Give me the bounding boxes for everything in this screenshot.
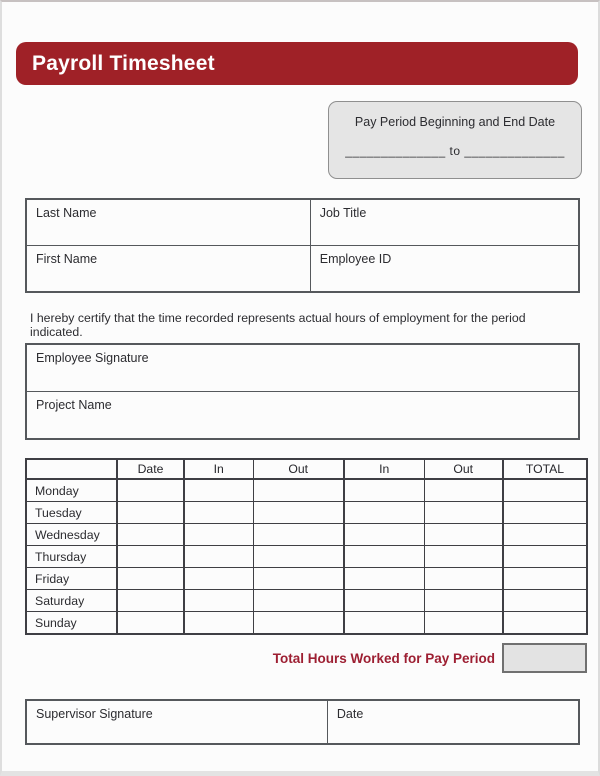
in-cell: [344, 546, 424, 568]
total-cell: [503, 479, 587, 502]
out-cell: [253, 546, 344, 568]
in-cell: [184, 502, 253, 524]
day-label: Monday: [26, 479, 117, 502]
in-cell: [344, 590, 424, 612]
in-cell: [344, 568, 424, 590]
total-cell: [503, 524, 587, 546]
in-cell: [184, 479, 253, 502]
date-cell: [117, 524, 184, 546]
out-cell: [424, 568, 503, 590]
first-name-field: First Name: [26, 246, 310, 293]
date-cell: [117, 546, 184, 568]
table-row-thursday: [26, 546, 587, 568]
job-title-field: Job Title: [310, 199, 579, 246]
out-cell: [424, 590, 503, 612]
document-title-bar: [16, 42, 578, 85]
day-label: Thursday: [26, 546, 117, 568]
total-hours-value-cell: [502, 643, 587, 673]
date-cell: [117, 568, 184, 590]
pay-period-box: [328, 101, 582, 179]
out-cell: [253, 590, 344, 612]
supervisor-signature-field: Supervisor Signature: [26, 700, 327, 744]
out-cell: [253, 524, 344, 546]
out-cell: [253, 612, 344, 635]
date-field: Date: [327, 700, 579, 744]
out2-column-header: Out: [424, 459, 503, 479]
table-row: [26, 700, 579, 744]
in-cell: [184, 612, 253, 635]
table-row-saturday: [26, 590, 587, 612]
out-cell: [253, 568, 344, 590]
day-label: Wednesday: [26, 524, 117, 546]
in-cell: [184, 568, 253, 590]
total-column-header: TOTAL: [503, 459, 587, 479]
total-cell: [503, 612, 587, 635]
out-cell: [253, 502, 344, 524]
in-cell: [184, 546, 253, 568]
in-column-header: In: [184, 459, 253, 479]
in-cell: [184, 524, 253, 546]
total-cell: [503, 502, 587, 524]
total-cell: [503, 546, 587, 568]
total-cell: [503, 590, 587, 612]
out-cell: [424, 502, 503, 524]
in2-column-header: In: [344, 459, 424, 479]
employee-info-table: [25, 198, 580, 293]
day-label: Saturday: [26, 590, 117, 612]
table-row-tuesday: [26, 502, 587, 524]
date-cell: [117, 479, 184, 502]
out-cell: [253, 479, 344, 502]
table-row-sunday: [26, 612, 587, 635]
table-row: [26, 392, 579, 440]
day-label: Friday: [26, 568, 117, 590]
day-label: Sunday: [26, 612, 117, 635]
date-cell: [117, 502, 184, 524]
in-cell: [344, 479, 424, 502]
out-cell: [424, 524, 503, 546]
date-cell: [117, 590, 184, 612]
out-cell: [424, 479, 503, 502]
day-column-header: [26, 459, 117, 479]
table-row-wednesday: [26, 524, 587, 546]
table-row: [26, 246, 579, 293]
table-row: [26, 344, 579, 392]
total-cell: [503, 568, 587, 590]
out-cell: [424, 612, 503, 635]
date-cell: [117, 612, 184, 635]
employee-id-field: Employee ID: [310, 246, 579, 293]
pay-period-range-line: ______________ to ______________: [345, 144, 565, 158]
in-cell: [344, 612, 424, 635]
in-cell: [184, 590, 253, 612]
table-header-row: [26, 459, 587, 479]
table-row: [26, 199, 579, 246]
pay-period-label: Pay Period Beginning and End Date: [354, 115, 556, 129]
page-title: Payroll Timesheet: [32, 51, 215, 75]
project-name-field: Project Name: [26, 392, 579, 440]
table-row-friday: [26, 568, 587, 590]
total-hours-label: Total Hours Worked for Pay Period: [272, 651, 495, 666]
out-column-header: Out: [253, 459, 344, 479]
day-label: Tuesday: [26, 502, 117, 524]
last-name-field: Last Name: [26, 199, 310, 246]
certification-statement: I hereby certify that the time recorded represents actual hours of employment for the period indicated.: [30, 311, 526, 339]
out-cell: [424, 546, 503, 568]
weekly-hours-table: [25, 458, 588, 635]
supervisor-table: [25, 699, 580, 745]
signature-table: [25, 343, 580, 440]
in-cell: [344, 502, 424, 524]
employee-signature-field: Employee Signature: [26, 344, 579, 392]
table-row-monday: [26, 479, 587, 502]
in-cell: [344, 524, 424, 546]
date-column-header: Date: [117, 459, 184, 479]
